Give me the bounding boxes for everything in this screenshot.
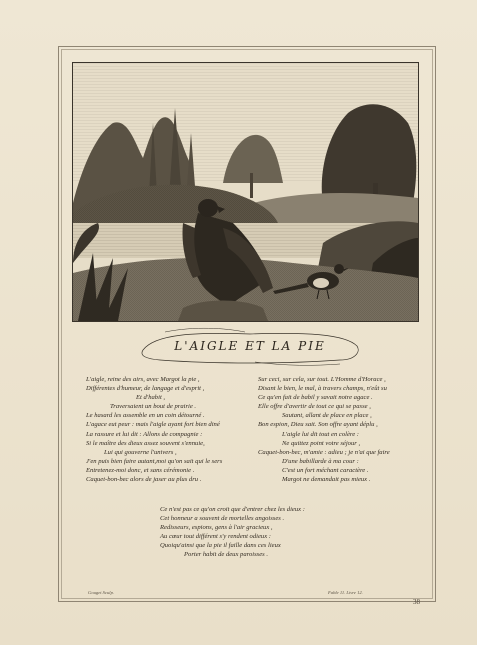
poem-line: Lui qui gouverne l'univers , [104, 448, 177, 456]
poem-line: Et d'habit , [136, 394, 166, 402]
poem-line: D'une babillarde à ma cour : [282, 457, 359, 465]
poem-line: Traversaient un bout de prairie . [110, 403, 197, 411]
poem-line: L'agace eut peur : mais l'aigle ayant fort bien diné [86, 421, 220, 429]
poem-column-left [86, 375, 254, 484]
poem-line: Sur ceci, sur cela, sur tout. L'Homme d'Horace , [258, 376, 386, 383]
poem-line: Sautant, allant de place en place , [282, 412, 372, 420]
poem-title: L'AIGLE ET LA PIE [174, 339, 326, 353]
poem-column-right [258, 375, 426, 484]
poem-line: Redisseurs, espions, gens à l'air gracieux , [160, 524, 273, 532]
engraver-caption: Gouget Sculp. [88, 590, 115, 595]
poem-line: Quoiqu'ainsi que la pie il faille dans ces lieux [160, 542, 281, 550]
poem-line: L'aigle, reine des airs, avec Margot la pie , [86, 376, 200, 383]
poem-moral [160, 505, 350, 560]
poem-line: Entretenez-moi donc, et sans cérémonie . [86, 466, 195, 474]
poem-line: Elle offre d'avertir de tout ce qui se passe , [258, 403, 371, 411]
fable-reference-caption: Fable 11. Livre 12. [328, 590, 363, 595]
poem-line: Ce qu'en fait de babil y savait notre agace . [258, 394, 373, 402]
poem-line: C'est un fort méchant caractère . [282, 466, 369, 474]
poem-line: Différentes d'humeur, de langage et d'esprit , [86, 385, 205, 393]
poem-line: Cet honneur a souvent de mortelles angoisses . [160, 515, 285, 523]
poem-line: Margot ne demandait pas mieux . [282, 476, 371, 484]
poem-line: Le hasard les assemble en un coin détourné . [86, 412, 205, 420]
eagle-and-magpie-engraving [73, 63, 418, 321]
page-number: 38 [413, 598, 420, 606]
poem-line: Caquet-bon-bec, m'amie : adieu ; je n'ai que faire [258, 448, 390, 456]
poem-line: Porter habit de deux paroisses . [184, 551, 268, 559]
poem-line: Au cœur tout différent s'y rendent odieux : [160, 533, 271, 541]
poem-line: Ne quittez point votre séjour , [282, 439, 361, 447]
poem-line: La rassure et lui dit : Allons de compagnie : [86, 430, 203, 438]
poem-line: Caquet-bon-bec alors de jaser au plus dru . [86, 476, 202, 484]
engraving-illustration [72, 62, 419, 322]
title-cartouche [135, 326, 365, 368]
poem-line: Disant le bien, le mal, à travers champs, n'eût su [258, 385, 387, 393]
poem-line: Ce n'est pas ce qu'on croit que d'entrer chez les dieux : [160, 506, 305, 513]
poem-line: Bon espion, Dieu sait. Son offre ayant déplu , [258, 421, 378, 429]
poem-line: J'en puis bien faire autant,moi qu'on sait qui le sers [86, 457, 223, 465]
poem-line: Si le maître des dieux assez souvent s'ennuie, [86, 439, 205, 447]
poem-line: L'aigle lui dit tout en colère : [282, 430, 359, 438]
